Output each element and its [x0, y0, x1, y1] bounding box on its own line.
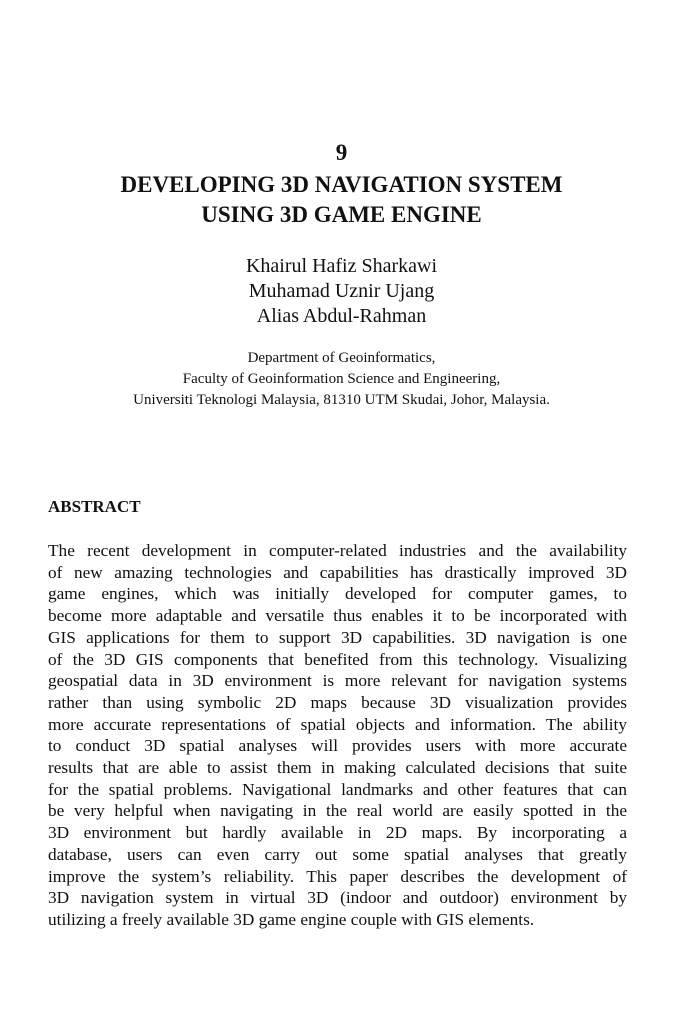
abstract-line: results that are able to assist them in making calculated decisions that suite [48, 758, 627, 778]
abstract-line: for the spatial problems. Navigational landmarks and other features that can [48, 779, 627, 799]
abstract-line: to conduct 3D spatial analyses will provides users with more accurate [48, 736, 627, 756]
affiliation-line: Faculty of Geoinformation Science and Engineering, [182, 371, 501, 387]
affiliation-line: Universiti Teknologi Malaysia, 81310 UTM Skudai, Johor, Malaysia. [133, 392, 550, 408]
affiliation-line: Department of Geoinformatics, [247, 350, 436, 366]
abstract-line: game engines, which was initially developed for computer games, to [48, 584, 627, 604]
author-name: Muhamad Uznir Ujang [248, 280, 435, 302]
chapter-number: 9 [335, 140, 348, 165]
abstract-line: improve the system’s reliability. This paper describes the development of [48, 866, 627, 886]
abstract-line: become more adaptable and versatile thus enables it to be incorporated with [48, 606, 627, 626]
abstract-body [48, 540, 627, 931]
author-name: Khairul Hafiz Sharkawi [245, 255, 438, 277]
abstract-line: GIS applications for them to support 3D capabilities. 3D navigation is one [48, 627, 627, 647]
abstract-line: of new amazing technologies and capabilities has drastically improved 3D [48, 562, 627, 582]
author-list [0, 254, 683, 329]
abstract-line: The recent development in computer-related industries and the availability [48, 541, 627, 560]
abstract-line: 3D navigation system in virtual 3D (indoor and outdoor) environment by [48, 888, 627, 908]
abstract-line: database, users can even carry out some spatial analyses that greatly [48, 844, 627, 864]
abstract-line: more accurate representations of spatial objects and information. The ability [48, 714, 627, 734]
abstract-line: of the 3D GIS components that benefited from this technology. Visualizing [48, 649, 627, 669]
abstract-line: geospatial data in 3D environment is more relevant for navigation systems [48, 671, 627, 691]
abstract-heading: ABSTRACT [48, 497, 141, 516]
chapter-title [0, 170, 683, 230]
abstract-line: rather than using symbolic 2D maps because 3D visualization provides [48, 692, 627, 712]
abstract-line: utilizing a freely available 3D game engine couple with GIS elements. [48, 909, 535, 929]
author-name: Alias Abdul-Rahman [256, 305, 427, 327]
affiliation [0, 348, 683, 411]
chapter-title-line: USING 3D GAME ENGINE [201, 202, 482, 227]
chapter-title-line: DEVELOPING 3D NAVIGATION SYSTEM [120, 172, 563, 197]
abstract-line: 3D environment but hardly available in 2D maps. By incorporating a [48, 823, 627, 843]
abstract-line: be very helpful when navigating in the real world are easily spotted in the [48, 801, 627, 821]
